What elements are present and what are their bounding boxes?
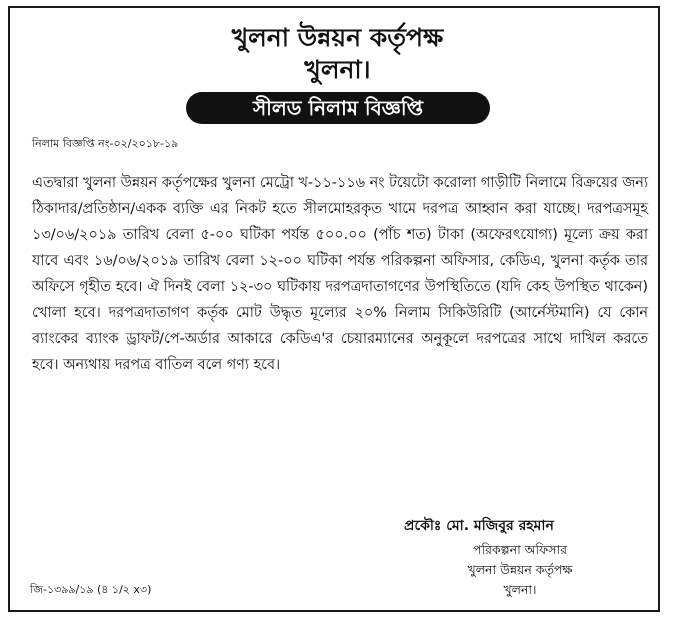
govt-reference: জি-১৩৯৯/১৯ (৪ ১/২ x৩) xyxy=(30,583,152,596)
signer-designation: পরিকল্পনা অফিসার xyxy=(473,542,567,557)
signer-city: খুলনা। xyxy=(503,582,537,597)
signer-name: প্রকৌঃ মো. মজিবুর রহমান xyxy=(404,518,554,534)
top-strip xyxy=(0,0,675,4)
signer-block xyxy=(430,540,610,600)
memo-number: নিলাম বিজ্ঞপ্তি নং-০২/২০১৮-১৯ xyxy=(32,137,179,150)
notice-title-banner: সীলড নিলাম বিজ্ঞপ্তি xyxy=(186,92,490,124)
notice-body: এতদ্বারা খুলনা উন্নয়ন কর্তৃপক্ষের খুলনা মেট্রো খ-১১-১১৬ নং টয়েটো করোলা গাড়ীটি নিলামে বিক্রয়ের জন্য ঠিকাদার/প্রতিষ্ঠান/একক ব্যক্তি এর নিকট হতে সীলমোহরকৃত খামে দরপত্র আহ্বান করা যাচ্ছে। দরপত্রসমূহ ১৩/০৬/২০১৯ তারিখ বেলা ৫-০০ ঘটিকা পর্যন্ত ৫০০.০০ (পাঁচ শত) টাকা (অফেরৎযোগ্য) মূল্যে ক্রয় করা যাবে এবং ১৬/০৬/২০১৯ তারিখ বেলা ১২-০০ ঘটিকা পর্যন্ত পরিকল্পনা অফিসার, কেডিএ, খুলনা কর্তৃক তার অফিসে গৃহীত হবে। ঐ দিনই বেলা ১২-৩০ ঘটিকায় দরপত্রদাতাগণের উপস্থিতিতে (যদি কেহ উপস্থিত থাকেন) খোলা হবে। দরপত্রদাতাগণ কর্তৃক মোট উদ্ধৃত মূল্যের ২০% নিলাম সিকিউরিটি (আর্নেস্টমানি) যে কোন ব্যাংকের ব্যাংক ড্রাফট/পে-অর্ডার আকারে কেডিএ'র চেয়ারম্যানের অনুকূলে দরপত্রের সাথে দাখিল করতে হবে। অন্যথায় দরপত্র বাতিল বলে গণ্য হবে। xyxy=(32,175,648,373)
org-city: খুলনা। xyxy=(304,55,371,84)
org-title: খুলনা উন্নয়ন কর্তৃপক্ষ xyxy=(231,23,444,52)
signer-org: খুলনা উন্নয়ন কর্তৃপক্ষ xyxy=(467,562,573,577)
